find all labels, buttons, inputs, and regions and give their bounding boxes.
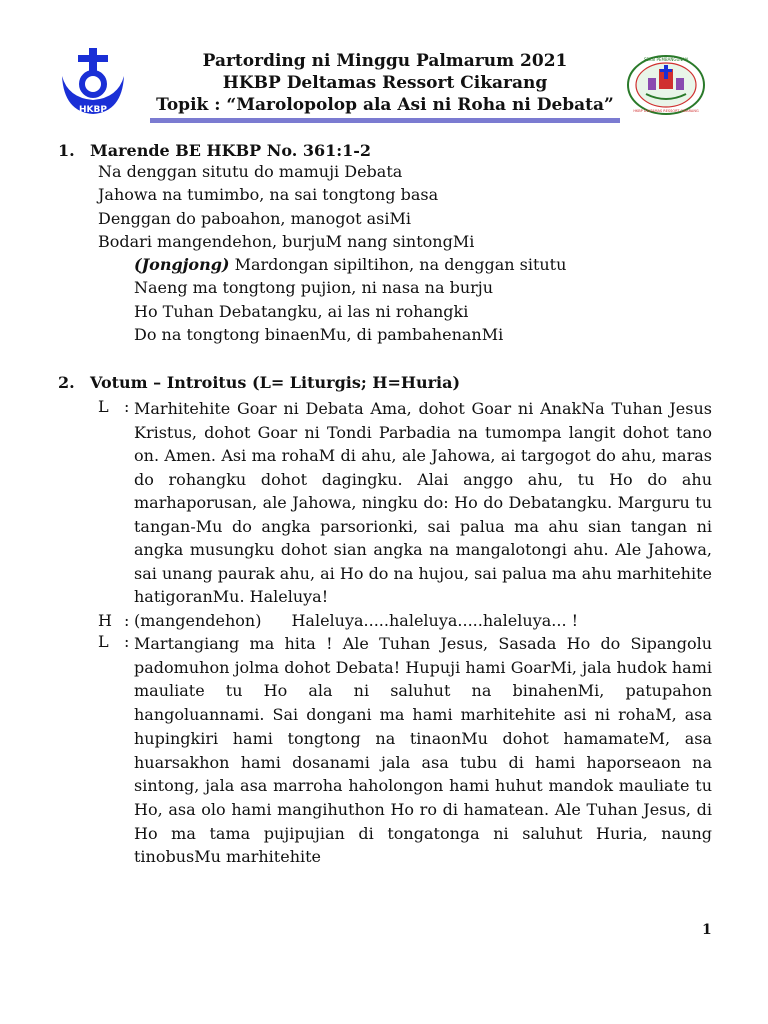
- hymn-line: Denggan do paboahon, manogot asiMi: [98, 208, 411, 228]
- congregation-response: Haleluya.....haleluya.....haleluya... !: [291, 610, 579, 630]
- header-line-1: Partording ni Minggu Palmarum 2021: [202, 51, 568, 71]
- speaker-label: H: [98, 610, 112, 630]
- liturgist-text: Martangiang ma hita ! Ale Tuhan Jesus, Sasada Ho do Sipangolu padomuhon jolma dohot Debata! Hupuji hami GoarMi, jala hudok hami mauliate tu Ho ala ni saluhut na binahenMi, patupahon hangoluannami. Sai dongani ma hami marhitehite asi ni rohaM, asa hupingkiri hami tongtong na tinaonMu dohot hamamateM, asa huarsakhon hami dosanami jala asa tubu di hami haporseaon na sintong, jala asa marroha haholongon hami huhut mandok mauliate tu Ho, asa olo hami mangihuthon Ho ro di hamatean. Ale Tuhan Jesus, di Ho ma tama pujipujian di tongatonga ni saluhut Huria, naung tinobusMu marhitehite: [134, 634, 712, 867]
- left-logo-text: HKBP: [79, 105, 107, 115]
- refrain-label: (Jongjong): [134, 255, 230, 275]
- seksi-pembangunan-logo: [626, 54, 706, 116]
- congregation-block: H : (mangendehon) Haleluya.....haleluya.....haleluya... !: [98, 609, 712, 633]
- liturgist-text: Marhitehite Goar ni Debata Ama, dohot Goar ni AnakNa Tuhan Jesus Kristus, dohot Goar ni Tondi Parbadia na tumompa langit dohot tano on. Amen. Asi ma rohaM di ahu, ale Jahowa, ai targogot do ahu, maras do rohangku dohot dagingku. Alai anggo ahu, tu Ho do ahu marhaporusan, ale Jahowa, ningku do: Ho do Debatangku. Marguru tu tangan-Mu do angka parsorionki, sai palua ma ahu sian tangan ni angka musungku dohot sian angka na mangalotongi ahu. Ale Jahowa, sai unang paurak ahu, ai Ho do na hujou, sai palua ma ahu marhitehite hatigoranMu. Haleluya!: [134, 399, 712, 606]
- refrain-line: Naeng ma tongtong pujion, ni nasa na burju: [134, 278, 494, 298]
- refrain-line: [98, 253, 566, 276]
- section-1-number: 1.: [58, 141, 75, 160]
- speaker-label: L: [98, 397, 109, 416]
- hymn-line: Jahowa na tumimbo, na sai tongtong basa: [98, 185, 439, 205]
- refrain-line: Do na tongtong binaenMu, di pambahenanMi: [134, 325, 504, 345]
- hymn-verse: [98, 160, 566, 346]
- liturgist-block: L : Marhitehite Goar ni Debata Ama, dohot Goar ni AnakNa Tuhan Jesus Kristus, dohot Goar ni Tondi Parbadia na tumompa langit dohot tano on. Amen. Asi ma rohaM di ahu, ale Jahowa, ai targogot do ahu, maras do rohangku dohot dagingku. Alai anggo ahu, tu Ho do ahu marhaporusan, ale Jahowa, ningku do: Ho do Debatangku. Marguru tu tangan-Mu do angka parsorionki, sai palua ma ahu sian tangan ni angka musungku dohot sian angka na mangalotongi ahu. Ale Jahowa, sai unang paurak ahu, ai Ho do na hujou, sai palua ma ahu marhitehite hatigoranMu. Haleluya!: [98, 397, 712, 609]
- liturgist-block: L : Martangiang ma hita ! Ale Tuhan Jesus, Sasada Ho do Sipangolu padomuhon jolma dohot Debata! Hupuji hami GoarMi, jala hudok hami mauliate tu Ho ala ni saluhut na binahenMi, patupahon hangoluannami. Sai dongani ma hami marhitehite asi ni rohaM, asa hupingkiri hami tongtong na tinaonMu dohot hamamateM, asa huarsakhon hami dosanami jala asa tubu di hami haporseaon na sintong, jala asa marroha haholongon hami huhut mandok mauliate tu Ho, asa olo hami mangihuthon Ho ro di hamatean. Ale Tuhan Jesus, di Ho ma tama pujipujian di tongatonga ni saluhut Huria, naung tinobusMu marhitehite: [98, 632, 712, 869]
- congregation-direction: (mangendehon): [134, 610, 262, 630]
- hymn-line: Na denggan situtu do mamuji Debata: [98, 162, 403, 181]
- header-topic: Topik : “Marolopolop ala Asi ni Roha ni Debata”: [156, 95, 614, 115]
- right-logo-text-top: SEKSI PEMBANGUNAN: [643, 57, 689, 62]
- section-2-title: Votum – Introitus (L= Liturgis; H=Huria): [90, 373, 461, 392]
- refrain-first-text: Mardongan sipiltihon, na denggan situtu: [229, 255, 567, 275]
- page-header: [140, 50, 630, 116]
- refrain-line: Ho Tuhan Debatangku, ai las ni rohangki: [134, 301, 469, 321]
- right-logo-text-bottom: HKBP DELTAMAS RESSORT CIKARANG: [633, 109, 699, 113]
- page-number: 1: [702, 922, 712, 938]
- header-divider: [150, 118, 620, 123]
- speaker-label: L: [98, 632, 109, 651]
- liturgy-body: [98, 397, 712, 869]
- header-line-2: HKBP Deltamas Ressort Cikarang: [222, 73, 548, 93]
- hymn-line: Bodari mangendehon, burjuM nang sintongMi: [98, 231, 475, 251]
- section-2-number: 2.: [58, 373, 75, 392]
- section-1-title: Marende BE HKBP No. 361:1-2: [90, 141, 372, 160]
- hkbp-cross-logo: [58, 46, 128, 118]
